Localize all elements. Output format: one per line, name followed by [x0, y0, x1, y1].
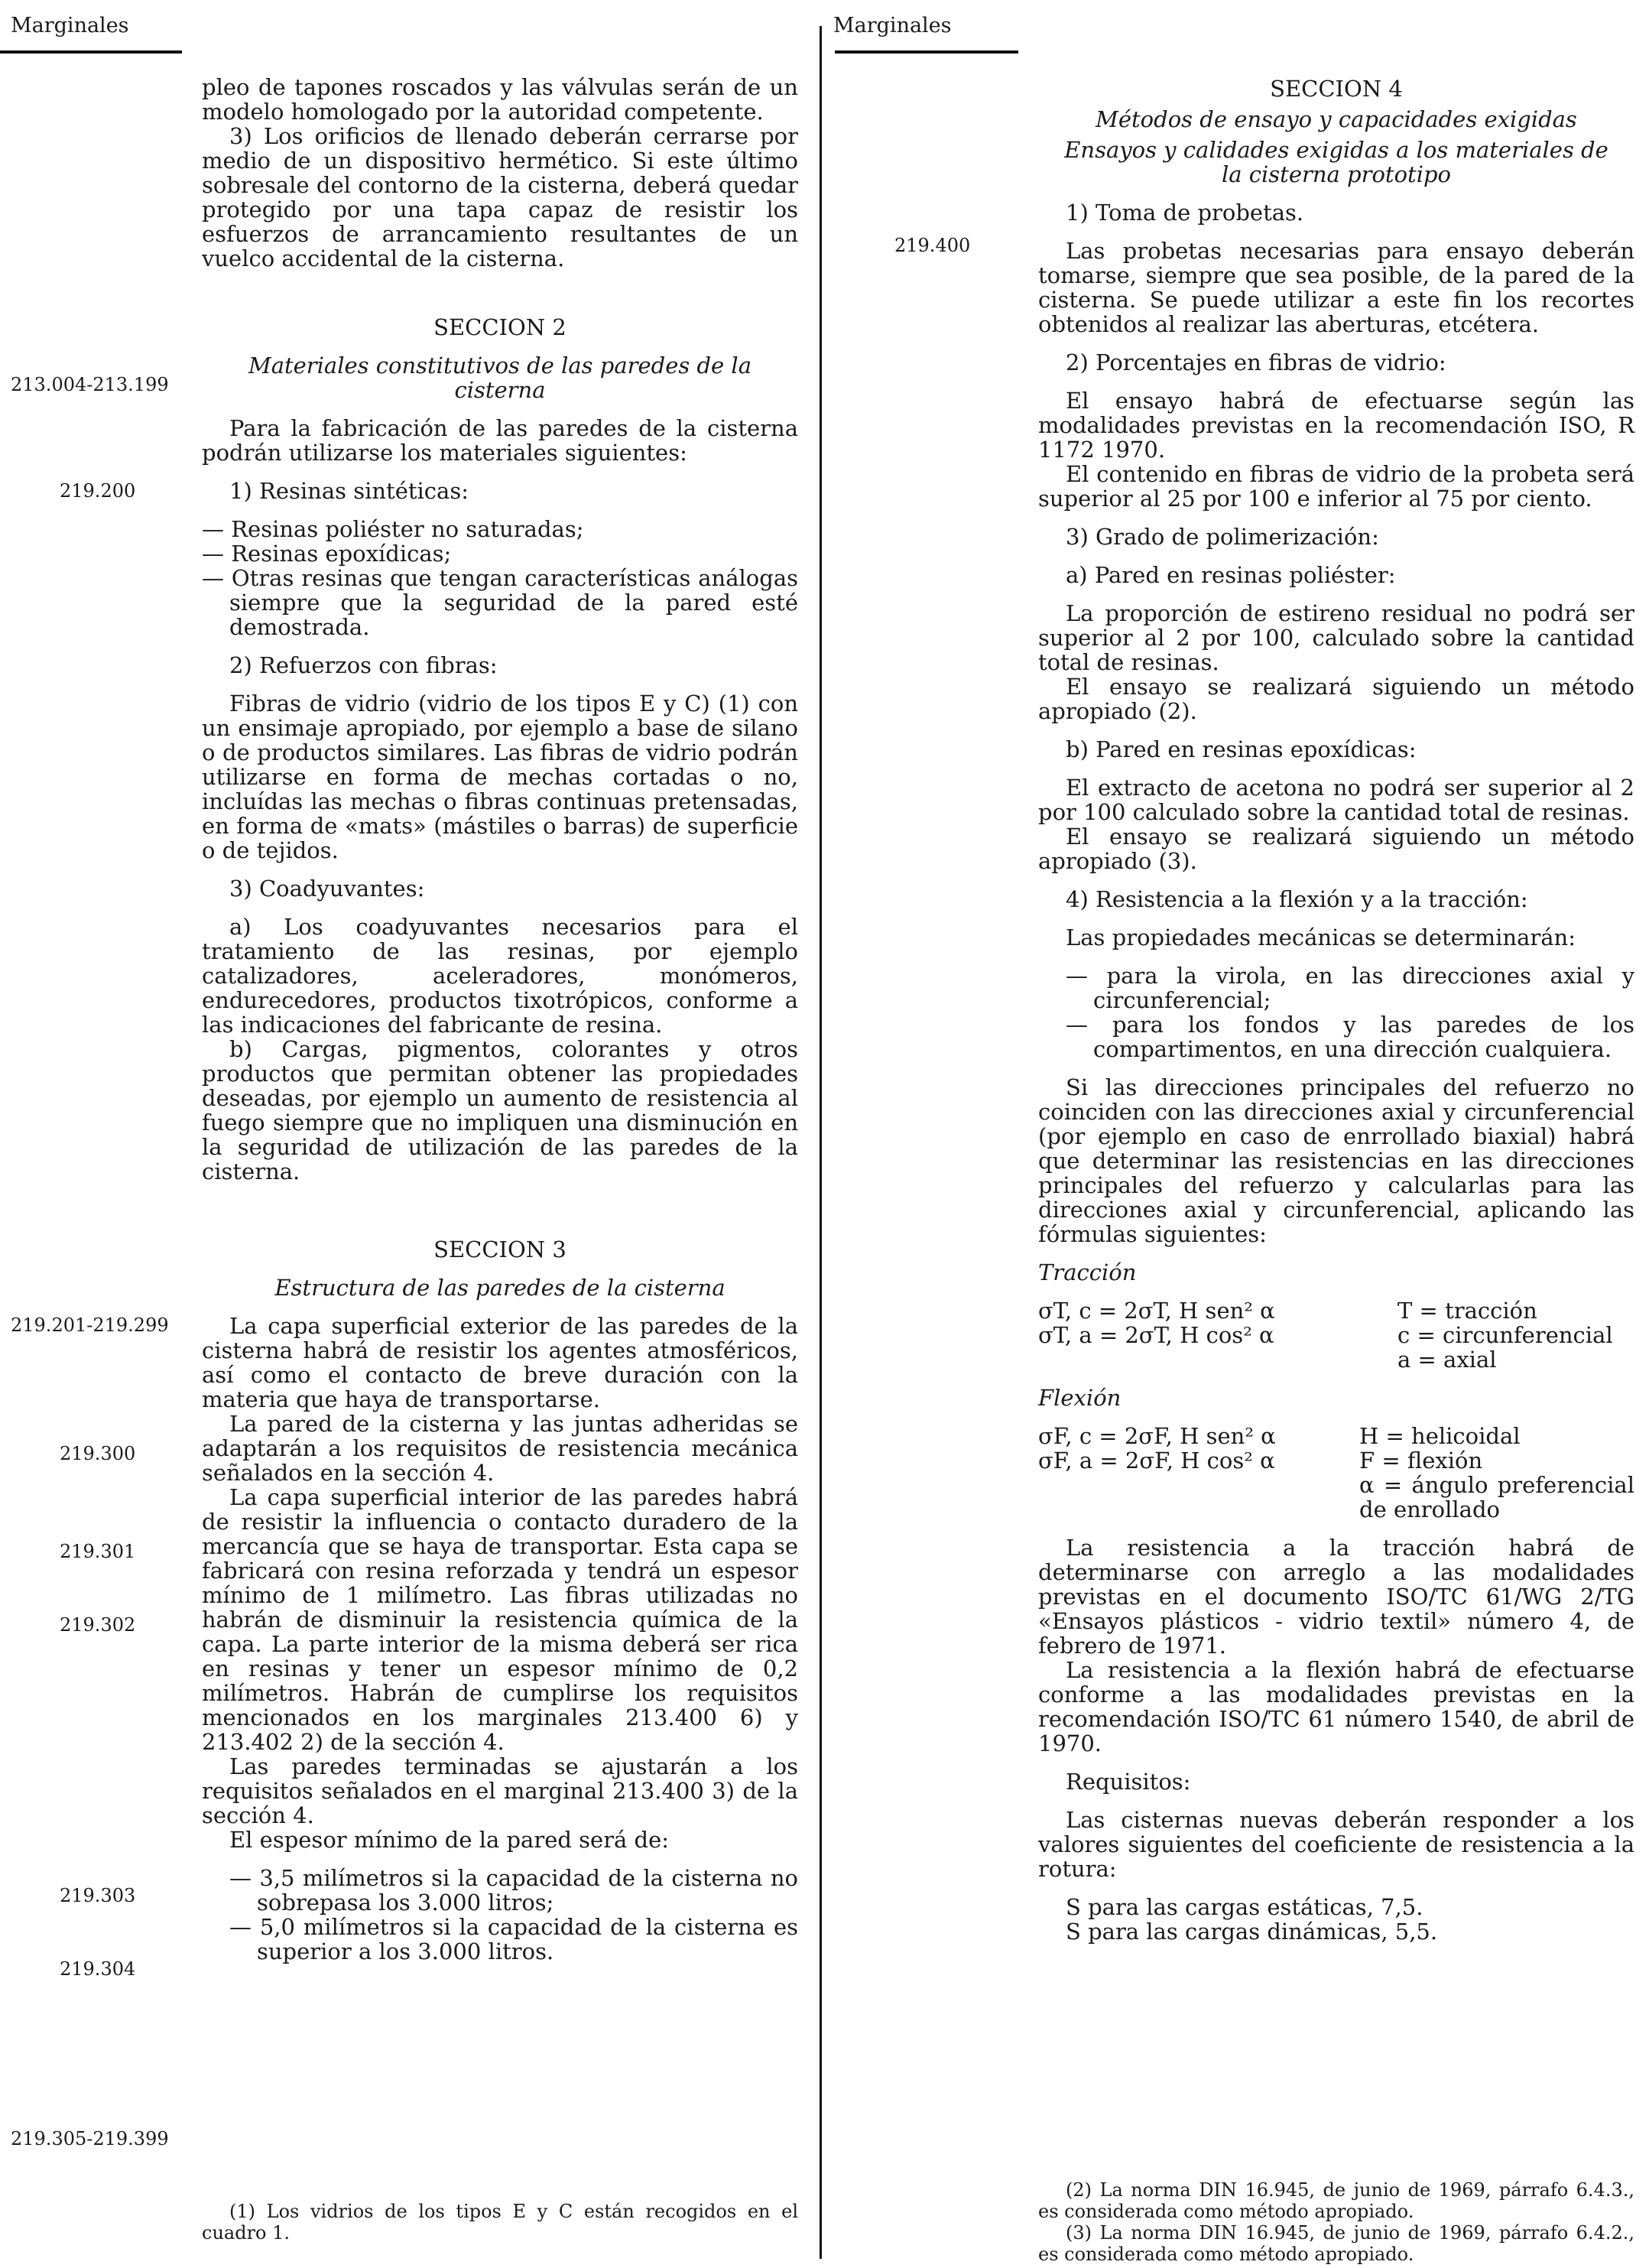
formula-legend: α = ángulo preferencial de enrollado: [1359, 1472, 1634, 1522]
list-item: — Resinas poliéster no saturadas;: [202, 516, 584, 542]
paragraph: Las cisternas nuevas deberán responder a los valores siguientes del coeficiente de resistencia a la rotura:: [1038, 1807, 1634, 1882]
formula: σF, c = 2σF, H sen² α: [1038, 1423, 1276, 1449]
paragraph: 1) Resinas sintéticas:: [229, 478, 469, 504]
margin-label: 219.302: [60, 1614, 136, 1636]
list-item: — Otras resinas que tengan características análogas siempre que la seguridad de la pared esté demostrada.: [202, 565, 798, 640]
paragraph: a) Pared en resinas poliéster:: [1066, 562, 1396, 588]
formula-legend: c = circunferencial: [1397, 1322, 1613, 1348]
formula-row: [1038, 1347, 1634, 1372]
paragraph: 3) Grado de polimerización:: [1066, 524, 1379, 550]
paragraph: S para las cargas dinámicas, 5,5.: [1066, 1919, 1438, 1945]
paragraph: El espesor mínimo de la pared será de:: [229, 1827, 670, 1853]
footnote: (1) Los vidrios de los tipos E y C están recogidos en el cuadro 1.: [202, 2201, 798, 2244]
paragraph: Fibras de vidrio (vidrio de los tipos E y C) (1) con un ensimaje apropiado, por ejemplo a base de silano o de productos similares. Las fibras de vidrio podrán utilizarse en forma de mechas cortadas o no, incluídas las mechas o fibras continuas pretensadas, en forma de «mats» (mástiles o barras) de superficie o de tejidos.: [202, 690, 798, 863]
paragraph: La resistencia a la flexión habrá de efectuarse conforme a las modalidades previstas en la recomendación ISO/TC 61 número 1540, de abril de 1970.: [1038, 1657, 1634, 1756]
paragraph: Las paredes terminadas se ajustarán a los requisitos señalados en el marginal 213.400 3) de la sección 4.: [202, 1753, 798, 1828]
section-title: SECCION 3: [433, 1236, 566, 1262]
paragraph: b) Pared en resinas epoxídicas:: [1066, 736, 1417, 762]
right-footnotes: [1038, 2179, 1634, 2265]
formula: σT, a = 2σT, H cos² α: [1038, 1322, 1274, 1348]
paragraph: 2) Refuerzos con fibras:: [229, 652, 498, 678]
formula-row: [1038, 1473, 1634, 1522]
paragraph: pleo de tapones roscados y las válvulas serán de un modelo homologado por la autoridad competente.: [202, 74, 798, 125]
footnote: (3) La norma DIN 16.945, de junio de 1969, párrafo 6.4.2., es considerada como método apropiado.: [1038, 2222, 1634, 2265]
list-item: — para la virola, en las direcciones axial y circunferencial;: [1066, 963, 1634, 1013]
paragraph: Las probetas necesarias para ensayo deberán tomarse, siempre que sea posible, de la pared de la cisterna. Se puede utilizar a este fin los recortes obtenidos al realizar las aberturas, etcétera.: [1038, 238, 1634, 337]
margin-label: 213.004-213.199: [11, 374, 169, 395]
margin-label: 219.300: [60, 1443, 136, 1464]
section-subtitle: Estructura de las paredes de la cisterna: [274, 1275, 725, 1301]
formula-legend: a = axial: [1397, 1347, 1497, 1373]
margin-label: 219.400: [894, 235, 971, 256]
margin-label: 219.303: [60, 1885, 136, 1906]
formula-row: [1038, 1298, 1634, 1323]
section-title: SECCION 2: [433, 314, 566, 340]
formula-heading: Tracción: [1038, 1259, 1137, 1285]
left-column: [202, 75, 798, 1964]
margin-label: 219.301: [60, 1541, 136, 1562]
paragraph: 3) Los orificios de llenado deberán cerrarse por medio de un dispositivo hermético. Si este último sobresale del contorno de la cisterna, deberá quedar protegido por una tapa capaz de resistir los esfuerzos de arrancamiento resultantes de un vuelco accidental de la cisterna.: [202, 123, 798, 271]
formula: σT, c = 2σT, H sen² α: [1038, 1298, 1275, 1324]
list-item: — 3,5 milímetros si la capacidad de la cisterna no sobrepasa los 3.000 litros;: [229, 1865, 798, 1915]
paragraph: Requisitos:: [1066, 1769, 1191, 1795]
section-subtitle: Materiales constitutivos de las paredes de la cisterna: [248, 353, 751, 403]
formula-row: [1038, 1448, 1634, 1473]
footnote: (2) La norma DIN 16.945, de junio de 1969, párrafo 6.4.3., es considerada como método apropiado.: [1038, 2179, 1634, 2222]
paragraph: 4) Resistencia a la flexión y a la tracción:: [1066, 886, 1528, 912]
paragraph: 2) Porcentajes en fibras de vidrio:: [1066, 349, 1446, 375]
formula-row: [1038, 1424, 1634, 1448]
paragraph: La capa superficial exterior de las paredes de la cisterna habrá de resistir los agentes atmosféricos, así como el contacto de breve duración con la materia que haya de transportarse.: [202, 1313, 798, 1412]
margin-label: 219.304: [60, 1958, 136, 1980]
margin-label: 219.200: [60, 480, 136, 502]
paragraph: El extracto de acetona no podrá ser superior al 2 por 100 calculado sobre la cantidad total de resinas.: [1038, 775, 1634, 825]
formula-legend: F = flexión: [1359, 1448, 1483, 1474]
section-subtitle: Ensayos y calidades exigidas a los materiales de la cisterna prototipo: [1064, 137, 1608, 187]
paragraph: La proporción de estireno residual no podrá ser superior al 2 por 100, calculado sobre la cantidad total de resinas.: [1038, 600, 1634, 675]
paragraph: El contenido en fibras de vidrio de la probeta será superior al 25 por 100 e inferior al 75 por ciento.: [1038, 461, 1634, 512]
paragraph: La pared de la cisterna y las juntas adheridas se adaptarán a los requisitos de resistencia mecánica señalados en la sección 4.: [202, 1411, 798, 1486]
formula-legend: H = helicoidal: [1359, 1423, 1521, 1449]
paragraph: S para las cargas estáticas, 7,5.: [1066, 1894, 1423, 1920]
left-footnotes: [202, 2201, 798, 2244]
paragraph: Las propiedades mecánicas se determinarán:: [1066, 924, 1576, 950]
paragraph: El ensayo habrá de efectuarse según las modalidades previstas en la recomendación ISO, R 1172 1970.: [1038, 388, 1634, 463]
right-header: Marginales: [833, 14, 952, 37]
paragraph: El ensayo se realizará siguiendo un método apropiado (2).: [1038, 674, 1634, 724]
paragraph: b) Cargas, pigmentos, colorantes y otros productos que permitan obtener las propiedades deseadas, por ejemplo un aumento de resistencia al fuego siempre que no impliquen una disminución en la seguridad de utilización de las paredes de la cisterna.: [202, 1036, 798, 1184]
formula-heading: Flexión: [1038, 1385, 1122, 1411]
paragraph: 1) Toma de probetas.: [1066, 200, 1304, 226]
paragraph: 3) Coadyuvantes:: [229, 876, 425, 902]
list-item: — para los fondos y las paredes de los compartimentos, en una dirección cualquiera.: [1066, 1012, 1634, 1062]
column-divider: [820, 26, 822, 2259]
paragraph: a) Los coadyuvantes necesarios para el tratamiento de las resinas, por ejemplo catalizadores, aceleradores, monómeros, endurecedores, productos tixotrópicos, conforme a las indicaciones del fabricante de resina.: [202, 914, 798, 1038]
paragraph: Para la fabricación de las paredes de la cisterna podrán utilizarse los materiales siguientes:: [202, 415, 798, 466]
section-title: SECCION 4: [1270, 76, 1403, 102]
right-column: [1038, 76, 1634, 1944]
section-subtitle: Métodos de ensayo y capacidades exigidas: [1096, 106, 1577, 132]
paragraph: La capa superficial interior de las paredes habrá de resistir la influencia o contacto duradero de la mercancía que se haya de transportar. Esta capa se fabricará con resina reforzada y tendrá un espesor mínimo de 1 milímetro. Las fibras utilizadas no habrán de disminuir la resistencia química de la capa. La parte interior de la misma deberá ser rica en resinas y tener un espesor mínimo de 0,2 milímetros. Habrán de cumplirse los requisitos mencionados en los marginales 213.400 6) y 213.402 2) de la sección 4.: [202, 1484, 798, 1755]
list-item: — Resinas epoxídicas;: [202, 541, 452, 567]
paragraph: El ensayo se realizará siguiendo un método apropiado (3).: [1038, 824, 1634, 874]
left-header: Marginales: [11, 14, 129, 37]
paragraph: Si las direcciones principales del refuerzo no coinciden con las direcciones axial y circunferencial (por ejemplo en caso de enrrollado biaxial) habrá que determinar las resistencias en las direcciones principales del refuerzo y calcularlas para las direcciones axial y circunferencial, aplicando las fórmulas siguientes:: [1038, 1074, 1634, 1247]
left-header-rule: [0, 50, 182, 54]
formula-row: [1038, 1323, 1634, 1347]
margin-label: 219.201-219.299: [11, 1314, 169, 1336]
margin-label: 219.305-219.399: [11, 2128, 169, 2149]
formula-legend: T = tracción: [1397, 1298, 1537, 1324]
formula: σF, a = 2σF, H cos² α: [1038, 1448, 1275, 1474]
list-item: — 5,0 milímetros si la capacidad de la cisterna es superior a los 3.000 litros.: [229, 1914, 798, 1964]
right-header-rule: [835, 50, 1018, 54]
paragraph: La resistencia a la tracción habrá de determinarse con arreglo a las modalidades previstas en el documento ISO/TC 61/WG 2/TG «Ensayos plásticos - vidrio textil» número 4, de febrero de 1971.: [1038, 1535, 1634, 1659]
